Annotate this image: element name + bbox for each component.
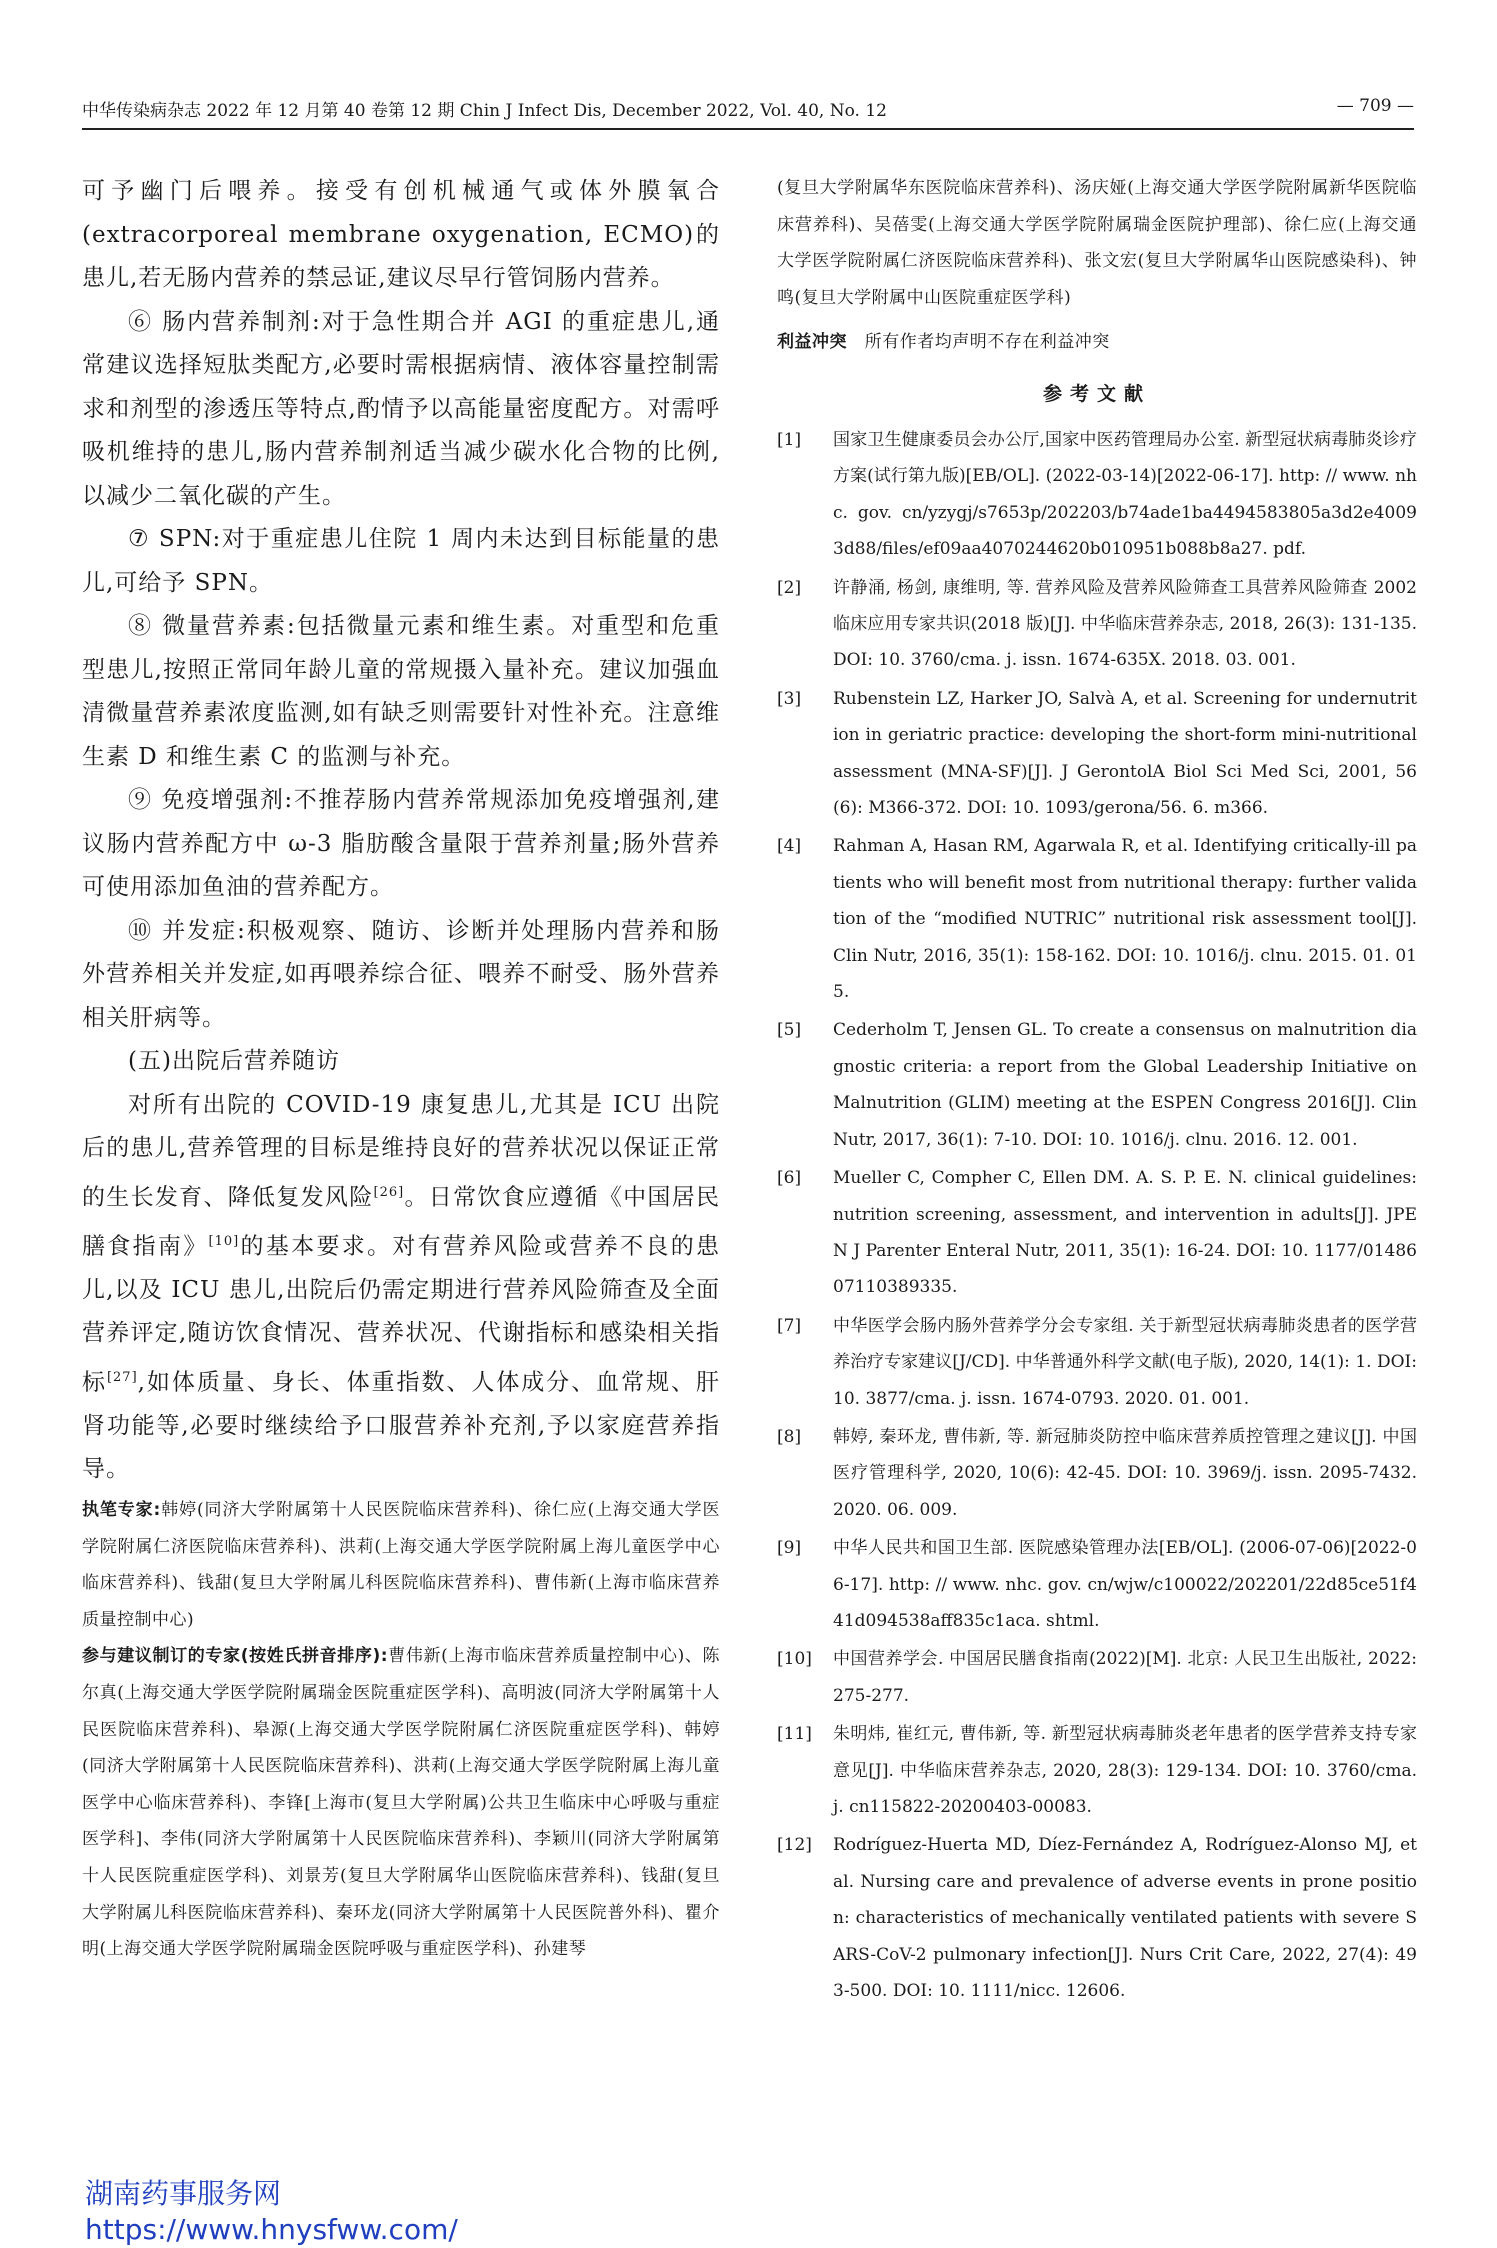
reference-item: [3] Rubenstein LZ, Harker JO, Salvà A, et al. Screening for undernutrition in geriatric practice: developing the short-form mini-nutritional assessment (MNA-SF)[J]. J GerontolA Biol Sci Med Sci, 2001, 56(6): M366-372. DOI: 10. 1093/gerona/56. 6. m366. bbox=[777, 688, 1417, 819]
conflict-of-interest: 利益冲突 所有作者均声明不存在利益冲突 bbox=[777, 332, 1110, 353]
reference-item: [11] 朱明炜, 崔红元, 曹伟新, 等. 新型冠状病毒肺炎老年患者的医学营养支持专家意见[J]. 中华临床营养杂志, 2020, 28(3): 129-134. DOI: 10. 3760/cma. j. cn115822-20200403-00083. bbox=[777, 1724, 1417, 1817]
watermark-name: 湖南药事服务网 bbox=[85, 2177, 282, 2210]
header-rule bbox=[82, 128, 1414, 130]
reference-item: [4] Rahman A, Hasan RM, Agarwala R, et al. Identifying critically-ill patients who will benefit most from nutritional therapy: further validation of the “modified NUTRIC” nutritional risk assessment tool[J]. Clin Nutr, 2016, 35(1): 158-162. DOI: 10. 1016/j. clnu. 2015. 01. 015. bbox=[777, 836, 1417, 1003]
citation: [10] bbox=[208, 1233, 240, 1249]
journal-citation: 中华传染病杂志 2022 年 12 月第 40 卷第 12 期 Chin J Infect Dis, December 2022, Vol. 40, No. 12 bbox=[82, 101, 887, 121]
coi-label: 利益冲突 bbox=[777, 332, 847, 353]
followup-paragraph: 对所有出院的 COVID-19 康复患儿,尤其是 ICU 出院后的患儿,营养管理的目标是维持良好的营养状况以保证正常的生长发育、降低复发风险[26]。日常饮食应遵循《中国居民膳食指南》[10]的基本要求。对有营养风险或营养不良的患儿,以及 ICU 患儿,出院后仍需定期进行营养风险筛查及全面营养评定,随访饮食情况、营养状况、代谢指标和感染相关指标[27],如体质量、身长、体重指数、人体成分、血常规、肝肾功能等,必要时继续给予口服营养补充剂,予以家庭营养指导。 bbox=[82, 1091, 721, 1483]
citation: [26] bbox=[373, 1184, 405, 1200]
left-column bbox=[82, 170, 720, 1968]
participants-label: 参与建议制订的专家(按姓氏拼音排序): bbox=[82, 1646, 389, 1667]
reference-list bbox=[777, 422, 1417, 2009]
reference-item: [7] 中华医学会肠内肠外营养学分会专家组. 关于新型冠状病毒肺炎患者的医学营养治疗专家建议[J/CD]. 中华普通外科学文献(电子版), 2020, 14(1): 1. DOI: 10. 3877/cma. j. issn. 1674-0793. 2020. 01. 001. bbox=[777, 1315, 1417, 1409]
reference-item: [6] Mueller C, Compher C, Ellen DM. A. S. P. E. N. clinical guidelines: nutrition screening, assessment, and intervention in adults[J]. JPEN J Parenter Enteral Nutr, 2011, 35(1): 16-24. DOI: 10. 1177/0148607110389335. bbox=[777, 1168, 1417, 1298]
reference-item: [5] Cederholm T, Jensen GL. To create a consensus on malnutrition diagnostic criteria: a report from the Global Leadership Initiative on Malnutrition (GLIM) meeting at the ESPEN Congress 2016[J]. Clin Nutr, 2017, 36(1): 7-10. DOI: 10. 1016/j. clnu. 2016. 12. 001. bbox=[777, 1020, 1417, 1150]
writers-note: 执笔专家:韩婷(同济大学附属第十人民医院临床营养科)、徐仁应(上海交通大学医学院附属仁济医院临床营养科)、洪莉(上海交通大学医学院附属上海儿童医学中心临床营养科)、钱甜(复旦大学附属儿科医院临床营养科)、曹伟新(上海市临床营养质量控制中心) bbox=[82, 1499, 720, 1630]
paragraph: ⑦ SPN:对于重症患儿住院 1 周内未达到目标能量的患儿,可给予 SPN。 bbox=[82, 526, 720, 596]
paragraph: ⑩ 并发症:积极观察、随访、诊断并处理肠内营养和肠外营养相关并发症,如再喂养综合征、喂养不耐受、肠外营养相关肝病等。 bbox=[82, 917, 720, 1031]
reference-item: [12] Rodríguez-Huerta MD, Díez-Fernández A, Rodríguez-Alonso MJ, et al. Nursing care and prevalence of adverse events in prone position: characteristics of mechanically ventilated patients with severe SARS-CoV-2 pulmonary infection[J]. Nurs Crit Care, 2022, 27(4): 493-500. DOI: 10. 1111/nicc. 12606. bbox=[777, 1835, 1417, 2002]
reference-item: [2] 许静涌, 杨剑, 康维明, 等. 营养风险及营养风险筛查工具营养风险筛查 2002 临床应用专家共识(2018 版)[J]. 中华临床营养杂志, 2018, 26(3): 131-135. DOI: 10. 3760/cma. j. issn. 1674-635X. 2018. 03. 001. bbox=[777, 577, 1417, 671]
reference-item: [9] 中华人民共和国卫生部. 医院感染管理办法[EB/OL]. (2006-07-06)[2022-06-17]. http: // www. nhc. gov. cn/wjw/c100022/202201/22d85ce51f441d094538aff835c1aca. shtml. bbox=[777, 1538, 1417, 1631]
right-column bbox=[777, 170, 1417, 2011]
citation: [27] bbox=[106, 1369, 138, 1385]
reference-item: [10] 中国营养学会. 中国居民膳食指南(2022)[M]. 北京: 人民卫生出版社, 2022: 275-277. bbox=[777, 1649, 1417, 1706]
page-number: — 709 — bbox=[1336, 96, 1414, 116]
watermark bbox=[85, 2176, 458, 2248]
reference-item: [1] 国家卫生健康委员会办公厅,国家中医药管理局办公室. 新型冠状病毒肺炎诊疗方案(试行第九版)[EB/OL]. (2022-03-14)[2022-06-17]. http: // www. nhc. gov. cn/yzygj/s7653p/202203/b74ade1ba4494583805a3d2e40093d88/files/ef09aa4070244620b010951b088b8a27. pdf. bbox=[777, 429, 1417, 560]
paragraph: ⑧ 微量营养素:包括微量元素和维生素。对重型和危重型患儿,按照正常同年龄儿童的常规摄入量补充。建议加强血清微量营养素浓度监测,如有缺乏则需要针对性补充。注意维生素 D 和维生素 C 的监测与补充。 bbox=[82, 613, 720, 770]
section-heading: (五)出院后营养随访 bbox=[128, 1048, 340, 1074]
reference-item: [8] 韩婷, 秦环龙, 曹伟新, 等. 新冠肺炎防控中临床营养质控管理之建议[J]. 中国医疗管理科学, 2020, 10(6): 42-45. DOI: 10. 3969/j. issn. 2095-7432. 2020. 06. 009. bbox=[777, 1426, 1417, 1520]
paragraph: ⑥ 肠内营养制剂:对于急性期合并 AGI 的重症患儿,通常建议选择短肽类配方,必要时需根据病情、液体容量控制需求和剂型的渗透压等特点,酌情予以高能量密度配方。对需呼吸机维持的患儿,肠内营养制剂适当减少碳水化合物的比例,以减少二氧化碳的产生。 bbox=[82, 308, 720, 509]
references-heading: 参考文献 bbox=[1042, 382, 1151, 405]
participants-continued: (复旦大学附属华东医院临床营养科)、汤庆娅(上海交通大学医学院附属新华医院临床营养科)、吴蓓雯(上海交通大学医学院附属瑞金医院护理部)、徐仁应(上海交通大学医学院附属仁济医院临床营养科)、张文宏(复旦大学附属华山医院感染科)、钟鸣(复旦大学附属中山医院重症医学科) bbox=[777, 178, 1417, 308]
writers-label: 执笔专家: bbox=[82, 1499, 161, 1520]
paragraph: 可予幽门后喂养。接受有创机械通气或体外膜氧合(extracorporeal membrane oxygenation, ECMO)的患儿,若无肠内营养的禁忌证,建议尽早行管饲肠内营养。 bbox=[82, 178, 720, 291]
watermark-url[interactable]: https://www.hnysfww.com/ bbox=[85, 2213, 458, 2246]
participants-note: 参与建议制订的专家(按姓氏拼音排序):曹伟新(上海市临床营养质量控制中心)、陈尔真(上海交通大学医学院附属瑞金医院重症医学科)、高明波(同济大学附属第十人民医院临床营养科)、皋源(上海交通大学医学院附属仁济医院重症医学科)、韩婷(同济大学附属第十人民医院临床营养科)、洪莉(上海交通大学医学院附属上海儿童医学中心临床营养科)、李锋[上海市(复旦大学附属)公共卫生临床中心呼吸与重症医学科]、李伟(同济大学附属第十人民医院临床营养科)、李颖川(同济大学附属第十人民医院重症医学科)、刘景芳(复旦大学附属华山医院临床营养科)、钱甜(复旦大学附属儿科医院临床营养科)、秦环龙(同济大学附属第十人民医院普外科)、瞿介明(上海交通大学医学院附属瑞金医院呼吸与重症医学科)、孙建琴 bbox=[82, 1646, 721, 1960]
running-header bbox=[82, 96, 1414, 126]
paragraph: ⑨ 免疫增强剂:不推荐肠内营养常规添加免疫增强剂,建议肠内营养配方中 ω-3 脂肪酸含量限于营养剂量;肠外营养可使用添加鱼油的营养配方。 bbox=[82, 787, 720, 900]
